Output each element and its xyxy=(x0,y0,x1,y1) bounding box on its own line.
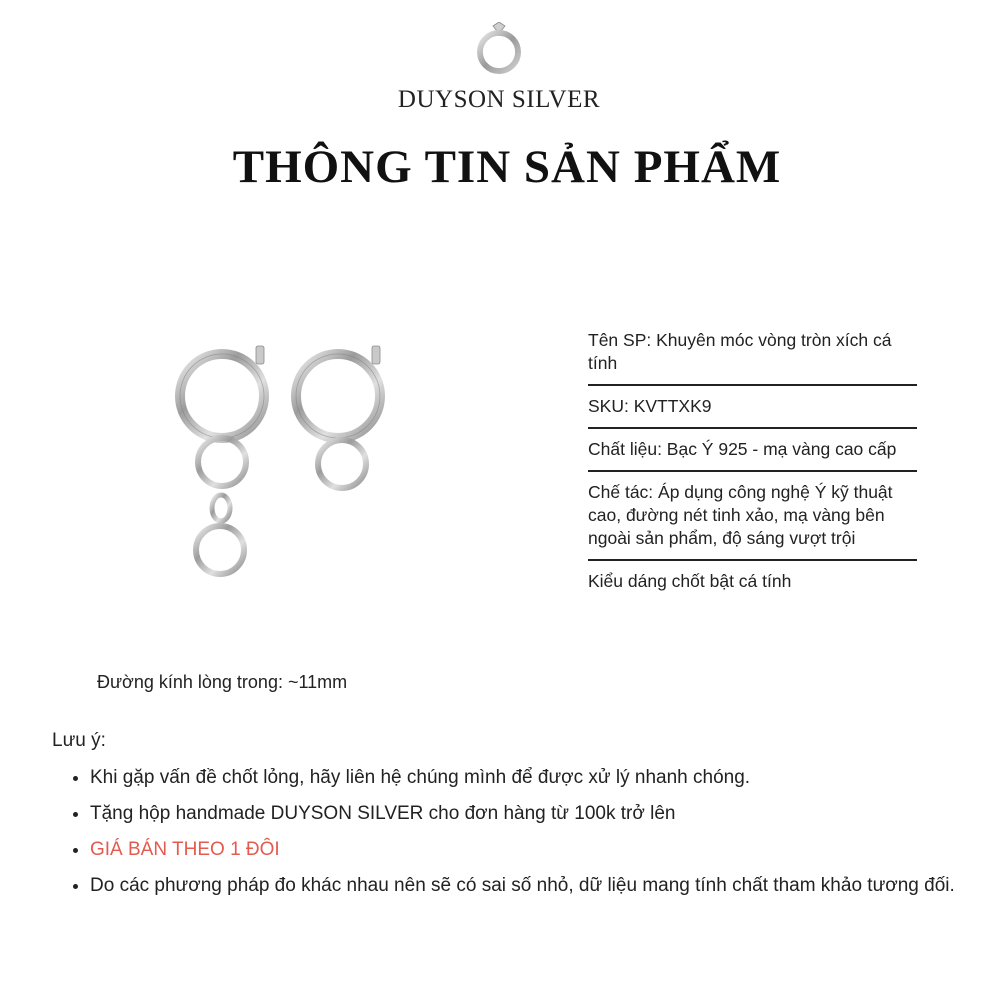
inner-diameter: Đường kính lòng trong: ~11mm xyxy=(97,672,348,692)
earrings-icon xyxy=(160,318,400,618)
spec-sku: SKU: KVTTXK9 xyxy=(588,394,917,429)
spec-list xyxy=(588,328,917,610)
ring-icon xyxy=(474,22,524,74)
note-item: • Khi gặp vấn đề chốt lỏng, hãy liên hệ chúng mình để được xử lý nhanh chóng. xyxy=(90,760,982,796)
brand-logo xyxy=(0,22,998,74)
notes-section xyxy=(52,730,982,904)
spec-name: Tên SP: Khuyên móc vòng tròn xích cá tính xyxy=(588,328,917,386)
notes-heading: Lưu ý: xyxy=(52,730,106,751)
product-image xyxy=(160,318,400,618)
note-item: • Do các phương pháp đo khác nhau nên sẽ có sai số nhỏ, dữ liệu mang tính chất tham khảo tương đối. xyxy=(90,868,982,904)
spec-material: Chất liệu: Bạc Ý 925 - mạ vàng cao cấp xyxy=(588,437,917,472)
note-price-per-pair: • GIÁ BÁN THEO 1 ĐÔI xyxy=(90,832,982,868)
spec-craft: Chế tác: Áp dụng công nghệ Ý kỹ thuật cao, đường nét tinh xảo, mạ vàng bên ngoài sản phẩm, độ sáng vượt trội xyxy=(588,480,917,561)
brand-name: DUYSON SILVER xyxy=(397,86,601,113)
note-item: • Tặng hộp handmade DUYSON SILVER cho đơn hàng từ 100k trở lên xyxy=(90,796,982,832)
notes-list xyxy=(52,760,982,904)
page-title: THÔNG TIN SẢN PHẨM xyxy=(232,141,782,193)
spec-style: Kiểu dáng chốt bật cá tính xyxy=(588,571,792,591)
